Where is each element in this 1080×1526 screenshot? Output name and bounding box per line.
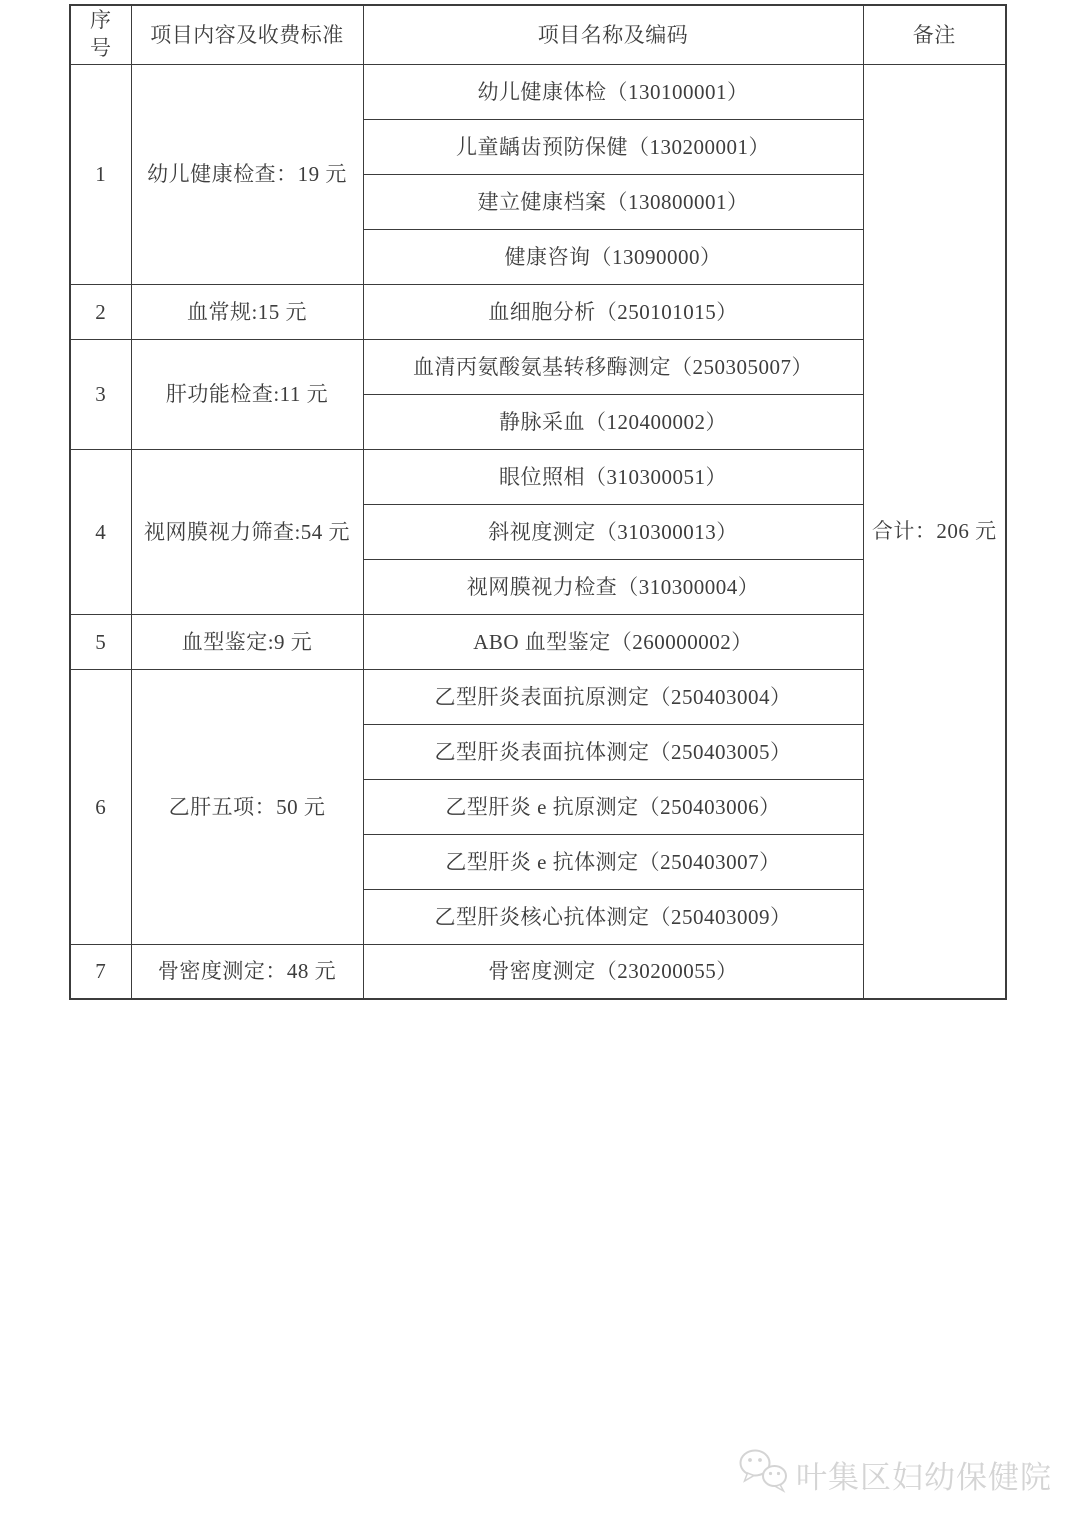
header-remark: 备注 [863,5,1006,64]
table-row [70,64,1006,119]
wechat-icon [738,1447,790,1501]
item-cell: 眼位照相（310300051） [363,449,863,504]
item-cell: 斜视度测定（310300013） [363,504,863,559]
seq-cell: 5 [70,614,131,669]
fee-table-container [69,4,1007,1000]
item-cell: 血清丙氨酸氨基转移酶测定（250305007） [363,339,863,394]
seq-cell: 2 [70,284,131,339]
item-cell: 静脉采血（120400002） [363,394,863,449]
seq-cell: 1 [70,64,131,284]
header-content: 项目内容及收费标准 [131,5,363,64]
item-cell: 血细胞分析（250101015） [363,284,863,339]
item-cell: 健康咨询（13090000） [363,229,863,284]
item-cell: 幼儿健康体检（130100001） [363,64,863,119]
item-cell: 建立健康档案（130800001） [363,174,863,229]
item-cell: 乙型肝炎 e 抗体测定（250403007） [363,834,863,889]
header-seq-label: 序号 [90,8,112,61]
seq-cell: 7 [70,944,131,999]
item-cell: 乙型肝炎表面抗原测定（250403004） [363,669,863,724]
item-cell: 乙型肝炎 e 抗原测定（250403006） [363,779,863,834]
header-name-code: 项目名称及编码 [363,5,863,64]
watermark-text: 叶集区妇幼保健院 [796,1459,1052,1495]
content-cell: 视网膜视力筛查:54 元 [131,449,363,614]
item-cell: ABO 血型鉴定（260000002） [363,614,863,669]
item-cell: 乙型肝炎核心抗体测定（250403009） [363,889,863,944]
fee-table [69,4,1007,1000]
seq-cell: 4 [70,449,131,614]
item-cell: 儿童龋齿预防保健（130200001） [363,119,863,174]
content-cell: 血常规:15 元 [131,284,363,339]
remark-total-cell: 合计：206 元 [863,64,1006,999]
content-cell: 幼儿健康检查：19 元 [131,64,363,284]
header-seq [70,5,131,64]
content-cell: 乙肝五项：50 元 [131,669,363,944]
content-cell: 骨密度测定：48 元 [131,944,363,999]
content-cell: 血型鉴定:9 元 [131,614,363,669]
header-row [70,5,1006,64]
item-cell: 骨密度测定（230200055） [363,944,863,999]
seq-cell: 6 [70,669,131,944]
item-cell: 乙型肝炎表面抗体测定（250403005） [363,724,863,779]
watermark [738,1447,1052,1501]
content-cell: 肝功能检查:11 元 [131,339,363,449]
item-cell: 视网膜视力检查（310300004） [363,559,863,614]
seq-cell: 3 [70,339,131,449]
